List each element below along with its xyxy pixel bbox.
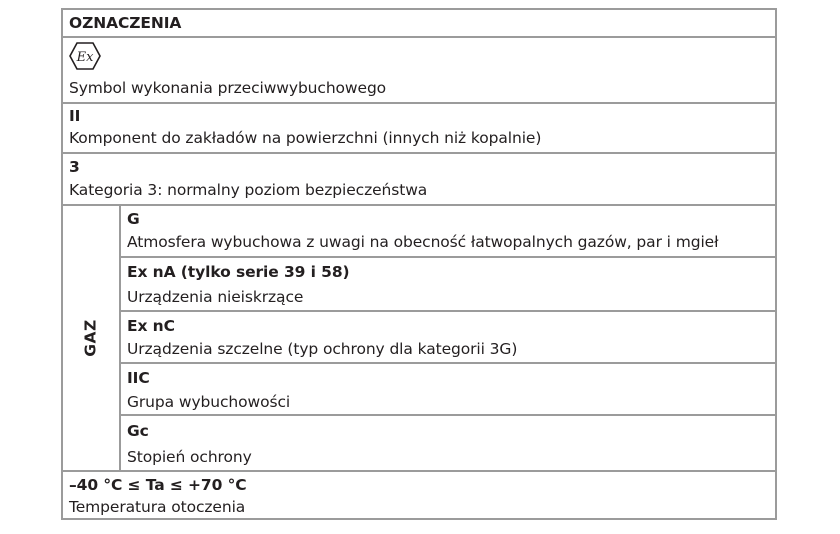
markings-table	[61, 8, 777, 520]
header-row	[63, 10, 775, 36]
ex-glyph: Ex	[76, 50, 94, 65]
ex-symbol-description: Symbol wykonania przeciwwybuchowego	[69, 79, 387, 97]
gas-item-code: Gc	[127, 422, 149, 440]
ex-hexagon-icon	[69, 42, 101, 70]
gas-item-row	[63, 312, 775, 362]
gas-item-description: Urządzenia szczelne (typ ochrony dla kategorii 3G)	[127, 340, 518, 358]
category-row	[63, 154, 775, 204]
temperature-description: Temperatura otoczenia	[69, 498, 246, 516]
gas-item-row	[63, 258, 775, 310]
gas-item-row	[63, 206, 775, 256]
category-description: Kategoria 3: normalny poziom bezpieczeństwa	[69, 181, 428, 199]
temperature-code: –40 °C ≤ Ta ≤ +70 °C	[69, 476, 247, 494]
temperature-row	[63, 472, 775, 520]
gas-item-code: G	[127, 210, 140, 228]
table-title: OZNACZENIA	[69, 14, 182, 32]
gas-item-row	[63, 416, 775, 470]
category-code: 3	[69, 158, 80, 176]
group-row	[63, 104, 775, 152]
group-description: Komponent do zakładów na powierzchni (innych niż kopalnie)	[69, 129, 542, 147]
gas-item-code: IIC	[127, 369, 150, 387]
gas-item-description: Stopień ochrony	[127, 448, 252, 466]
gas-item-description: Urządzenia nieiskrzące	[127, 288, 304, 306]
gas-item-description: Grupa wybuchowości	[127, 393, 291, 411]
gas-item-code: Ex nC	[127, 317, 175, 335]
gas-item-description: Atmosfera wybuchowa z uwagi na obecność łatwopalnych gazów, par i mgieł	[127, 233, 719, 251]
gas-item-row	[63, 364, 775, 414]
ex-symbol-row	[63, 38, 775, 102]
group-code: II	[69, 107, 81, 125]
gas-item-code: Ex nA (tylko serie 39 i 58)	[127, 263, 350, 281]
gas-label: GAZ	[82, 319, 100, 357]
